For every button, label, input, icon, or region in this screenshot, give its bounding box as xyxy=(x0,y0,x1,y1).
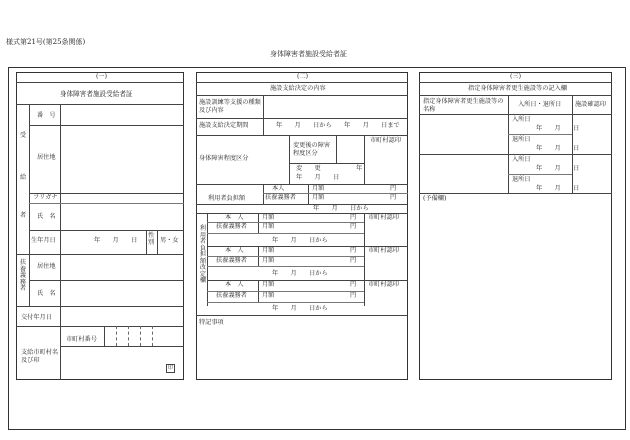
guardian-address-label: 居住地 xyxy=(37,263,56,270)
guardian-name-label: 氏 名 xyxy=(37,290,56,297)
adj3-self-monthly: 月額 xyxy=(262,281,275,288)
adj3-self-label: 本 人 xyxy=(225,281,244,288)
out-date-value-1: 年 月 日 xyxy=(536,145,580,152)
in-date-label-2: 入所日 xyxy=(512,156,531,163)
recipient-label-3: 者 xyxy=(20,212,27,219)
adj2-self-label: 本 人 xyxy=(225,247,244,254)
adj1-guardian-label: 扶養義務者 xyxy=(216,223,247,230)
adj1-guardian-yen: 円 xyxy=(350,223,357,230)
out-date-label-2: 退所日 xyxy=(512,176,531,183)
period-value: 年 月 日から 年 月 日まで xyxy=(276,122,400,129)
burden-self-label: 本人 xyxy=(272,185,285,192)
adj3-guardian-yen: 円 xyxy=(350,292,357,299)
issue-date-label: 交付年月日 xyxy=(21,314,52,321)
furigana-label: フリガナ xyxy=(33,194,58,201)
period-label: 施設支給決定期間 xyxy=(199,122,249,129)
change-label: 変 更 xyxy=(296,165,321,172)
adj1-from-date: 年 月 日から xyxy=(272,237,328,244)
number-label: 番 号 xyxy=(37,112,56,119)
burden-from-date: 年 月 日から xyxy=(313,205,369,212)
city-approval-3: 市町村認印 xyxy=(368,247,399,254)
issuer-label: 支給市町村名及び印 xyxy=(21,349,59,365)
birth-label: 生年月日 xyxy=(31,237,56,244)
adj1-self-monthly: 月額 xyxy=(262,214,275,221)
section-three-header: (三) xyxy=(510,73,522,80)
section-two-title: 施設支給決定の内容 xyxy=(270,85,326,92)
section-two-header: (二) xyxy=(297,73,309,80)
adj3-guardian-monthly: 月額 xyxy=(262,292,275,299)
sex-value: 男・女 xyxy=(160,237,179,244)
in-out-label: 入所日・退所日 xyxy=(518,101,562,108)
change-date: 年 月 日 xyxy=(296,174,340,181)
burden-guardian-yen: 円 xyxy=(390,194,397,201)
section-one-title: 身体障害者施設受給者証 xyxy=(60,90,133,98)
municipality-number-label: 市町村番号 xyxy=(66,336,97,343)
in-date-label-1: 入所日 xyxy=(512,116,531,123)
adjustment-label: 利用者負担額改定欄 xyxy=(199,225,207,284)
adj1-self-yen: 円 xyxy=(350,214,357,221)
burden-self-monthly: 月額 xyxy=(312,185,325,192)
adj2-guardian-yen: 円 xyxy=(350,257,357,264)
section-three-title: 指定身体障害者更生施設等の記入欄 xyxy=(468,85,567,92)
remarks-label: 特記事項 xyxy=(199,319,224,326)
adj3-self-yen: 円 xyxy=(350,281,357,288)
adj2-self-monthly: 月額 xyxy=(262,247,275,254)
seal-mark: 印 xyxy=(167,365,173,371)
adj3-from-date: 年 月 日から xyxy=(272,305,328,312)
facility-confirm-label: 施設確認印 xyxy=(575,101,606,108)
form-number: 様式第21号(第25条関係) xyxy=(6,38,86,46)
in-date-value-1: 年 月 日 xyxy=(536,125,580,132)
adj2-self-yen: 円 xyxy=(350,247,357,254)
adj2-guardian-monthly: 月額 xyxy=(262,257,275,264)
adj3-guardian-label: 扶養義務者 xyxy=(216,292,247,299)
burden-self-yen: 円 xyxy=(390,185,397,192)
address-label: 居住地 xyxy=(37,154,56,161)
city-approval-2: 市町村認印 xyxy=(368,214,399,221)
out-date-label-1: 退所日 xyxy=(512,136,531,143)
facility-name-label: 指定身体障害者更生施設等の名称 xyxy=(423,98,504,114)
city-approval-4: 市町村認印 xyxy=(368,281,399,288)
disability-class-label: 身体障害程度区分 xyxy=(199,155,249,162)
adj2-from-date: 年 月 日から xyxy=(272,270,328,277)
birth-value: 年 月 日 xyxy=(94,237,138,244)
reserve-label: (予備欄) xyxy=(423,195,447,202)
support-type-label: 施設訓練等支援の種類及び内容 xyxy=(199,99,261,115)
guardian-label: 扶養義務者 xyxy=(19,259,27,292)
in-date-value-2: 年 月 日 xyxy=(536,165,580,172)
change-year: 年 xyxy=(356,165,363,172)
changed-class-label: 変更後の障害程度区分 xyxy=(293,142,331,158)
burden-guardian-label: 扶養義務者 xyxy=(265,194,296,201)
out-date-value-2: 年 月 日 xyxy=(536,185,580,192)
city-approval-1: 市町村認印 xyxy=(370,137,401,144)
name-label: 氏 名 xyxy=(37,213,56,220)
sex-label: 性別 xyxy=(148,232,155,246)
section-one-header: (一) xyxy=(96,73,108,80)
recipient-label-2: 給 xyxy=(20,174,27,181)
adj1-self-label: 本 人 xyxy=(225,214,244,221)
recipient-label-1: 受 xyxy=(20,132,27,139)
burden-label: 利用者負担額 xyxy=(208,195,246,202)
document-title: 身体障害者施設受給者証 xyxy=(270,50,347,58)
adj2-guardian-label: 扶養義務者 xyxy=(216,257,247,264)
adj1-guardian-monthly: 月額 xyxy=(262,223,275,230)
burden-guardian-monthly: 月額 xyxy=(312,194,325,201)
